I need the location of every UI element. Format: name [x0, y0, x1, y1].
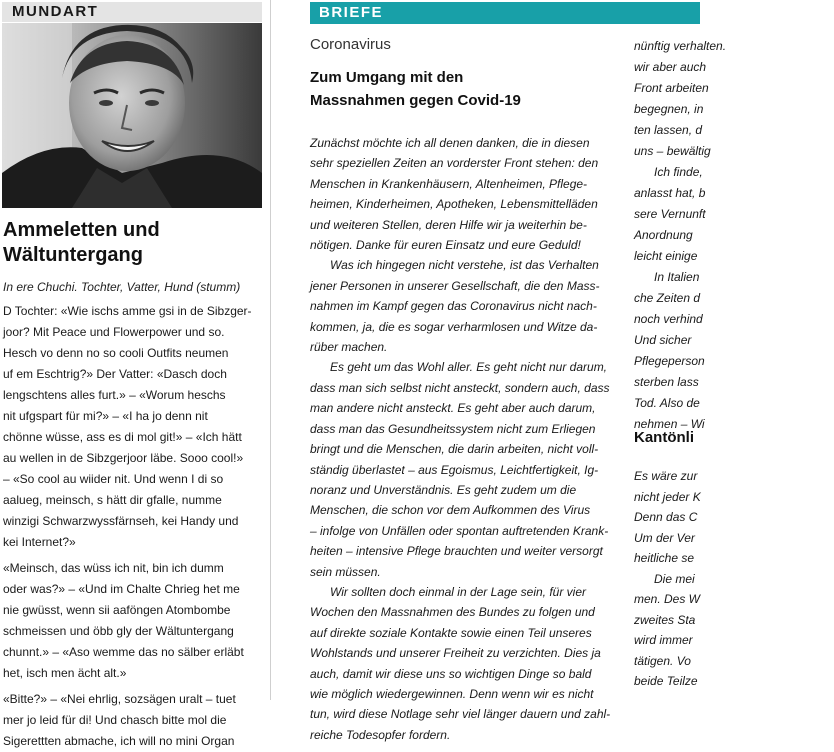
text-line: Es geht um das Wohl aller. Es geht nicht nur darum, — [330, 360, 608, 375]
letter-headline-line: Zum Umgang mit den — [310, 69, 464, 86]
article-title-line: Ammeletten und — [3, 219, 160, 241]
text-line: kommen, ja, die es sogar verharmlosen und Witze da- — [310, 319, 598, 334]
text-line: Ich finde, — [654, 165, 703, 179]
text-line: dass man sich selbst nicht ansteckt, sondern auch, dass — [310, 380, 610, 395]
text-line: «Meinsch, das wüss ich nit, bin ich dumm — [3, 561, 224, 575]
text-line: sterben lass — [634, 375, 699, 389]
text-line: Um der Ver — [634, 530, 695, 545]
text-line: nit ufgspart für mi?» – «I ha jo denn nit — [3, 409, 208, 423]
text-line: beide Teilze — [634, 674, 698, 688]
text-line: heitliche se — [634, 551, 695, 565]
text-line: Zunächst möchte ich all denen danken, die in diesen — [310, 136, 590, 150]
text-line: Tod. Also de — [634, 396, 700, 410]
text-line: noch verhind — [634, 312, 703, 326]
letter-topic: Coronavirus — [310, 36, 391, 53]
text-line: wird immer — [634, 633, 693, 647]
text-line: nötigen. Danke für euren Einsatz und eure Geduld! — [310, 238, 581, 253]
text-line: nicht jeder K — [634, 489, 701, 504]
text-line: zweites Sta — [634, 612, 696, 627]
text-line: man andere nicht ansteckt. Es geht aber auch darum, — [310, 401, 596, 416]
letter-headline — [310, 66, 620, 112]
text-line: Wir sollten doch einmal in der Lage sein, für vier — [330, 584, 587, 599]
text-line: oder was?» – «Und im Chalte Chrieg het me — [3, 582, 240, 596]
text-line: schmeissen und öbb gly der Wältuntergang — [3, 624, 234, 638]
text-line: nie gwüsst, wenn sii aaföngen Atombombe — [3, 603, 231, 617]
text-line: auf direkte soziale Kontakte sowie einen Teil unseres — [310, 625, 592, 640]
text-line: tun, wird diese Notlage sehr viel länger dauern und zahl- — [310, 707, 611, 722]
text-line: kei Internet?» — [3, 535, 76, 549]
text-line: Pflegeperson — [634, 354, 705, 368]
text-line: sein müssen. — [310, 564, 381, 579]
text-line: Wohlstands und unserer Freiheit zu verzichten. Dies ja — [310, 646, 601, 661]
text-line: begegnen, in — [634, 102, 704, 116]
letter-body — [310, 133, 620, 745]
text-line: chönne wüsse, ass es di mol git!» – «Ich hätt — [3, 430, 242, 444]
text-line: und weiteren Stellen, deren Hilfe wir ja weiterhin be- — [310, 217, 587, 232]
text-line: Denn das C — [634, 510, 698, 524]
text-line: ständig überlastet – aus Egoismus, Leichtfertigkeit, Ig- — [310, 462, 599, 477]
text-line: uf em Eschtrig?» Der Vatter: «Dasch doch — [3, 367, 227, 381]
text-line: Es wäre zur — [634, 469, 698, 483]
text-line: heiten – intensive Pflege brauchten und weiter versorgt — [310, 544, 603, 559]
text-line: Sigerettten abmache, ich will no mini Organ — [3, 734, 235, 748]
text-line: tätigen. Vo — [634, 653, 691, 668]
text-line: In Italien — [654, 270, 700, 284]
text-line: nünftig verhalten. — [634, 39, 727, 53]
section-label-mundart: MUNDART — [12, 3, 99, 20]
text-line: Anordnung — [634, 228, 693, 242]
text-line: nehmen – Wi — [634, 417, 705, 431]
text-line: reiche Todesopfer fordern. — [310, 727, 451, 742]
mundart-column — [0, 0, 264, 748]
text-line: mer jo leid für di! Und chasch bitte mol die — [3, 713, 227, 727]
article-title — [3, 218, 261, 268]
text-line: aalueg, meinsch, s hätt dir gfalle, numme — [3, 493, 222, 507]
letter-headline-line: Massnahmen gegen Covid-19 — [310, 92, 521, 109]
letter-continuation-text — [634, 36, 834, 435]
text-line: noranz und Unverständnis. Es geht zudem um die — [310, 482, 577, 497]
text-line: Front arbeiten — [634, 81, 709, 95]
text-line: Die mei — [654, 571, 695, 586]
text-line: rüber machen. — [310, 340, 388, 355]
section-header-briefe — [310, 2, 700, 24]
text-line: leicht einige — [634, 249, 698, 263]
text-line: Was ich hingegen nicht verstehe, ist das Verhalten — [330, 258, 599, 273]
text-line: uns – bewältig — [634, 144, 711, 158]
text-line: heimen, Kinderheimen, Apotheken, Lebensmittelläden — [310, 197, 598, 212]
second-letter-text — [634, 466, 834, 692]
text-line: bringt und die Menschen, die darin arbeiten, nicht voll- — [310, 442, 599, 457]
letter-continuation-column — [634, 36, 727, 700]
text-line: Und sicher — [634, 333, 692, 347]
text-line: ten lassen, d — [634, 123, 703, 137]
second-letter-headline: Kantönli — [634, 429, 694, 446]
text-line: lengschtens alles furt.» – «Worum heschs — [3, 388, 226, 402]
text-line: anlasst hat, b — [634, 186, 706, 200]
text-line: Hesch vo denn no so cooli Outfits neumen — [3, 346, 229, 360]
text-line: – «So cool au wiider nit. Und wenn I di so — [3, 472, 224, 486]
article-subtitle: In ere Chuchi. Tochter, Vatter, Hund (stumm) — [3, 280, 241, 294]
text-line: het, isch men ächt alt.» — [3, 666, 127, 680]
text-line: joor? Mit Peace und Flowerpower und so. — [3, 325, 225, 339]
text-line: dass man das Gesundheitssystem nicht zum Erliegen — [310, 421, 596, 436]
text-line: wir aber auch — [634, 60, 707, 74]
text-line: sehr speziellen Zeiten an vorderster Front stehen: den — [310, 156, 599, 171]
text-line: wie möglich wiedergewinnen. Denn wenn wir es nicht — [310, 686, 594, 701]
text-line: che Zeiten d — [634, 291, 701, 305]
text-line: «Bitte?» – «Nei ehrlig, sozsägen uralt – tuet — [3, 692, 236, 706]
text-line: Menschen in Krankenhäusern, Altenheimen, Pflege- — [310, 176, 588, 191]
text-line: – infolge von Unfällen oder spontan auftretenden Krank- — [310, 523, 609, 538]
text-line: chunnt.» – «Aso wemme das no sälber erläbt — [3, 645, 244, 659]
text-line: nahmen im Kampf gegen das Coronavirus nicht nach- — [310, 299, 597, 314]
text-line: sere Vernunft — [634, 207, 706, 221]
author-portrait-photo — [2, 23, 262, 208]
text-line: men. Des W — [634, 592, 701, 606]
column-divider — [270, 0, 271, 700]
text-line: auch, damit wir diese uns so wichtigen Dinge so bald — [310, 666, 592, 681]
article-body — [3, 301, 263, 752]
text-line: Wochen den Massnahmen des Bundes zu folgen und — [310, 605, 595, 620]
text-line: jener Personen in unserer Gesellschaft, die den Mass- — [310, 278, 600, 293]
text-line: Menschen, die schon vor dem Aufkommen des Virus — [310, 503, 591, 518]
text-line: winzigi Schwarzwyssfärnseh, kei Handy und — [3, 514, 239, 528]
text-line: au wellen in de Sibzgerjoor läbe. Sooo cool!» — [3, 451, 244, 465]
text-line: D Tochter: «Wie ischs amme gsi in de Sibzger- — [3, 304, 252, 318]
article-title-line: Wältuntergang — [3, 244, 143, 266]
section-header-mundart — [2, 2, 262, 22]
section-label-briefe: BRIEFE — [319, 4, 384, 21]
